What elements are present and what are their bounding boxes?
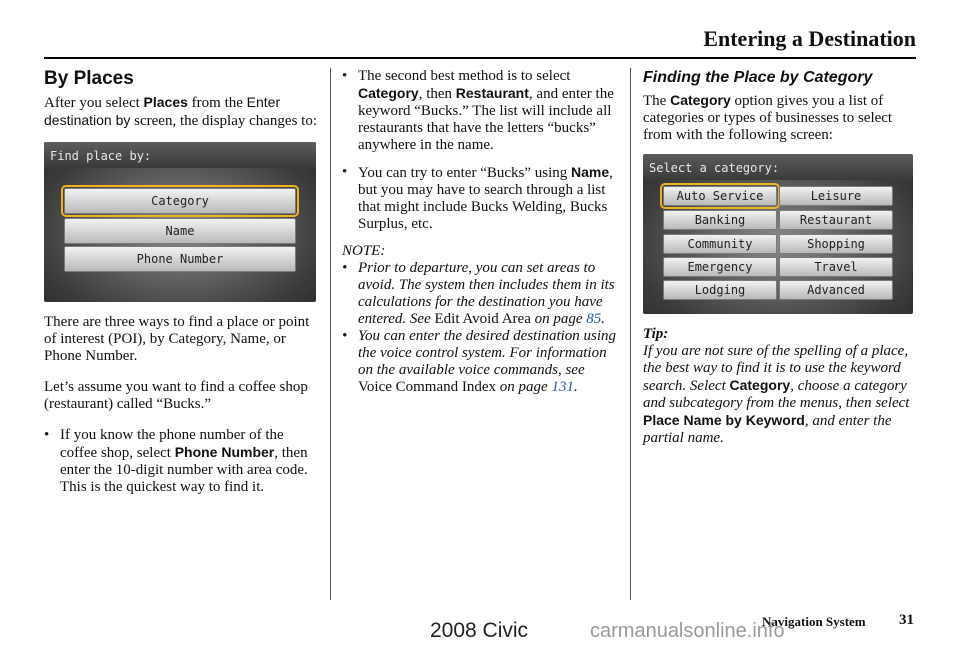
category-term: Category xyxy=(358,85,419,101)
lodging-button[interactable]: Lodging xyxy=(663,280,777,300)
site-watermark: carmanualsonline.info xyxy=(590,620,785,642)
category-button[interactable]: Category xyxy=(64,188,296,214)
text: After you select xyxy=(44,95,144,111)
header-rule xyxy=(44,57,916,59)
footer-section-name: Navigation System xyxy=(762,614,866,629)
restaurant-button[interactable]: Restaurant xyxy=(779,210,893,230)
section-heading: Finding the Place by Category xyxy=(643,69,873,86)
name-button[interactable]: Name xyxy=(64,218,296,244)
phone-number-term: Phone Number xyxy=(174,444,275,460)
phone-number-button[interactable]: Phone Number xyxy=(64,246,296,272)
page-number: 31 xyxy=(899,612,914,628)
paragraph: Let’s assume you want to find a coffee shop (restaurant) called “Bucks.” xyxy=(44,379,308,412)
text: The second best method is to select xyxy=(358,68,571,84)
auto-service-button[interactable]: Auto Service xyxy=(663,186,777,206)
list-item xyxy=(342,164,617,233)
screen-title: Select a category: xyxy=(649,161,780,175)
text: , but you may have to search through a list that might include Bucks Welding, Bucks Surplus, etc. xyxy=(358,165,613,232)
community-button[interactable]: Community xyxy=(663,234,777,254)
advanced-button[interactable]: Advanced xyxy=(779,280,893,300)
text: , then xyxy=(418,86,456,102)
text: . xyxy=(601,311,606,327)
bullet-list xyxy=(44,427,319,496)
text: , choose a category and subcategory from the menus, then select xyxy=(643,378,910,411)
category-term: Category xyxy=(670,92,731,108)
text: You can try to enter “Bucks” using xyxy=(358,165,572,181)
bullet-list xyxy=(342,68,617,233)
page-link[interactable]: 131 xyxy=(551,379,574,395)
text: Prior to departure, you can set areas to avoid. The system then includes them in its calculations for the destination you have entered. See xyxy=(358,260,615,327)
emergency-button[interactable]: Emergency xyxy=(663,257,777,277)
leisure-button[interactable]: Leisure xyxy=(779,186,893,206)
reference: Voice Command Index xyxy=(358,379,497,395)
text: , then enter the 10-digit number with area code. This is the quickest way to find it. xyxy=(60,445,308,495)
category-term: Category xyxy=(729,377,791,393)
text: If you are not sure of the spelling of a place, the best way to find it is to use the keyword search. Select xyxy=(643,343,909,394)
banking-button[interactable]: Banking xyxy=(663,210,777,230)
travel-button[interactable]: Travel xyxy=(779,257,893,277)
list-item xyxy=(342,260,617,328)
select-category-screen xyxy=(643,154,913,314)
list-item xyxy=(44,427,319,496)
paragraph: There are three ways to find a place or point of interest (POI), by Category, Name, or Phone Number. xyxy=(44,314,310,364)
text: from the xyxy=(187,95,247,111)
intro-paragraph xyxy=(44,94,319,130)
text: , and enter the keyword “Bucks.” The list will include all restaurants that have the letters “bucks” anywhere in the name. xyxy=(358,86,614,153)
find-place-screen xyxy=(44,142,316,302)
column-1 xyxy=(44,68,319,506)
text: . xyxy=(573,379,578,395)
shopping-button[interactable]: Shopping xyxy=(779,234,893,254)
column-2 xyxy=(342,68,617,406)
column-divider xyxy=(630,68,631,600)
text: screen, the display changes to: xyxy=(130,113,318,129)
note-label: NOTE: xyxy=(342,243,386,259)
text: You can enter the desired destination using the voice control system. For information on the available voice commands, see xyxy=(358,328,617,378)
column-3 xyxy=(643,68,923,461)
list-item xyxy=(342,68,617,154)
places-term: Places xyxy=(143,94,188,110)
page-title: Entering a Destination xyxy=(703,26,916,51)
text: on page xyxy=(530,311,587,327)
text: If you know the phone number of the coffee shop, select xyxy=(60,427,284,461)
text: The xyxy=(643,93,671,109)
reference: Edit Avoid Area xyxy=(434,311,531,327)
text: on page xyxy=(496,379,552,395)
section-heading: By Places xyxy=(44,68,134,89)
list-item xyxy=(342,328,617,396)
text: , and enter the partial name. xyxy=(643,413,892,446)
intro-paragraph xyxy=(643,92,923,144)
note-list xyxy=(342,260,617,396)
text: option gives you a list of categories or types of businesses to select from with the following screen: xyxy=(643,93,893,143)
restaurant-term: Restaurant xyxy=(455,85,529,101)
tip-label: Tip: xyxy=(643,326,669,342)
place-name-by-keyword-term: Place Name by Keyword xyxy=(643,412,805,428)
screen-title: Find place by: xyxy=(50,149,152,163)
column-divider xyxy=(330,68,331,600)
enter-destination-term: Enter destination by xyxy=(44,94,281,128)
page-link[interactable]: 85 xyxy=(586,311,602,327)
model-watermark: 2008 Civic xyxy=(430,619,529,642)
name-term: Name xyxy=(571,164,610,180)
tip-paragraph xyxy=(643,343,923,447)
